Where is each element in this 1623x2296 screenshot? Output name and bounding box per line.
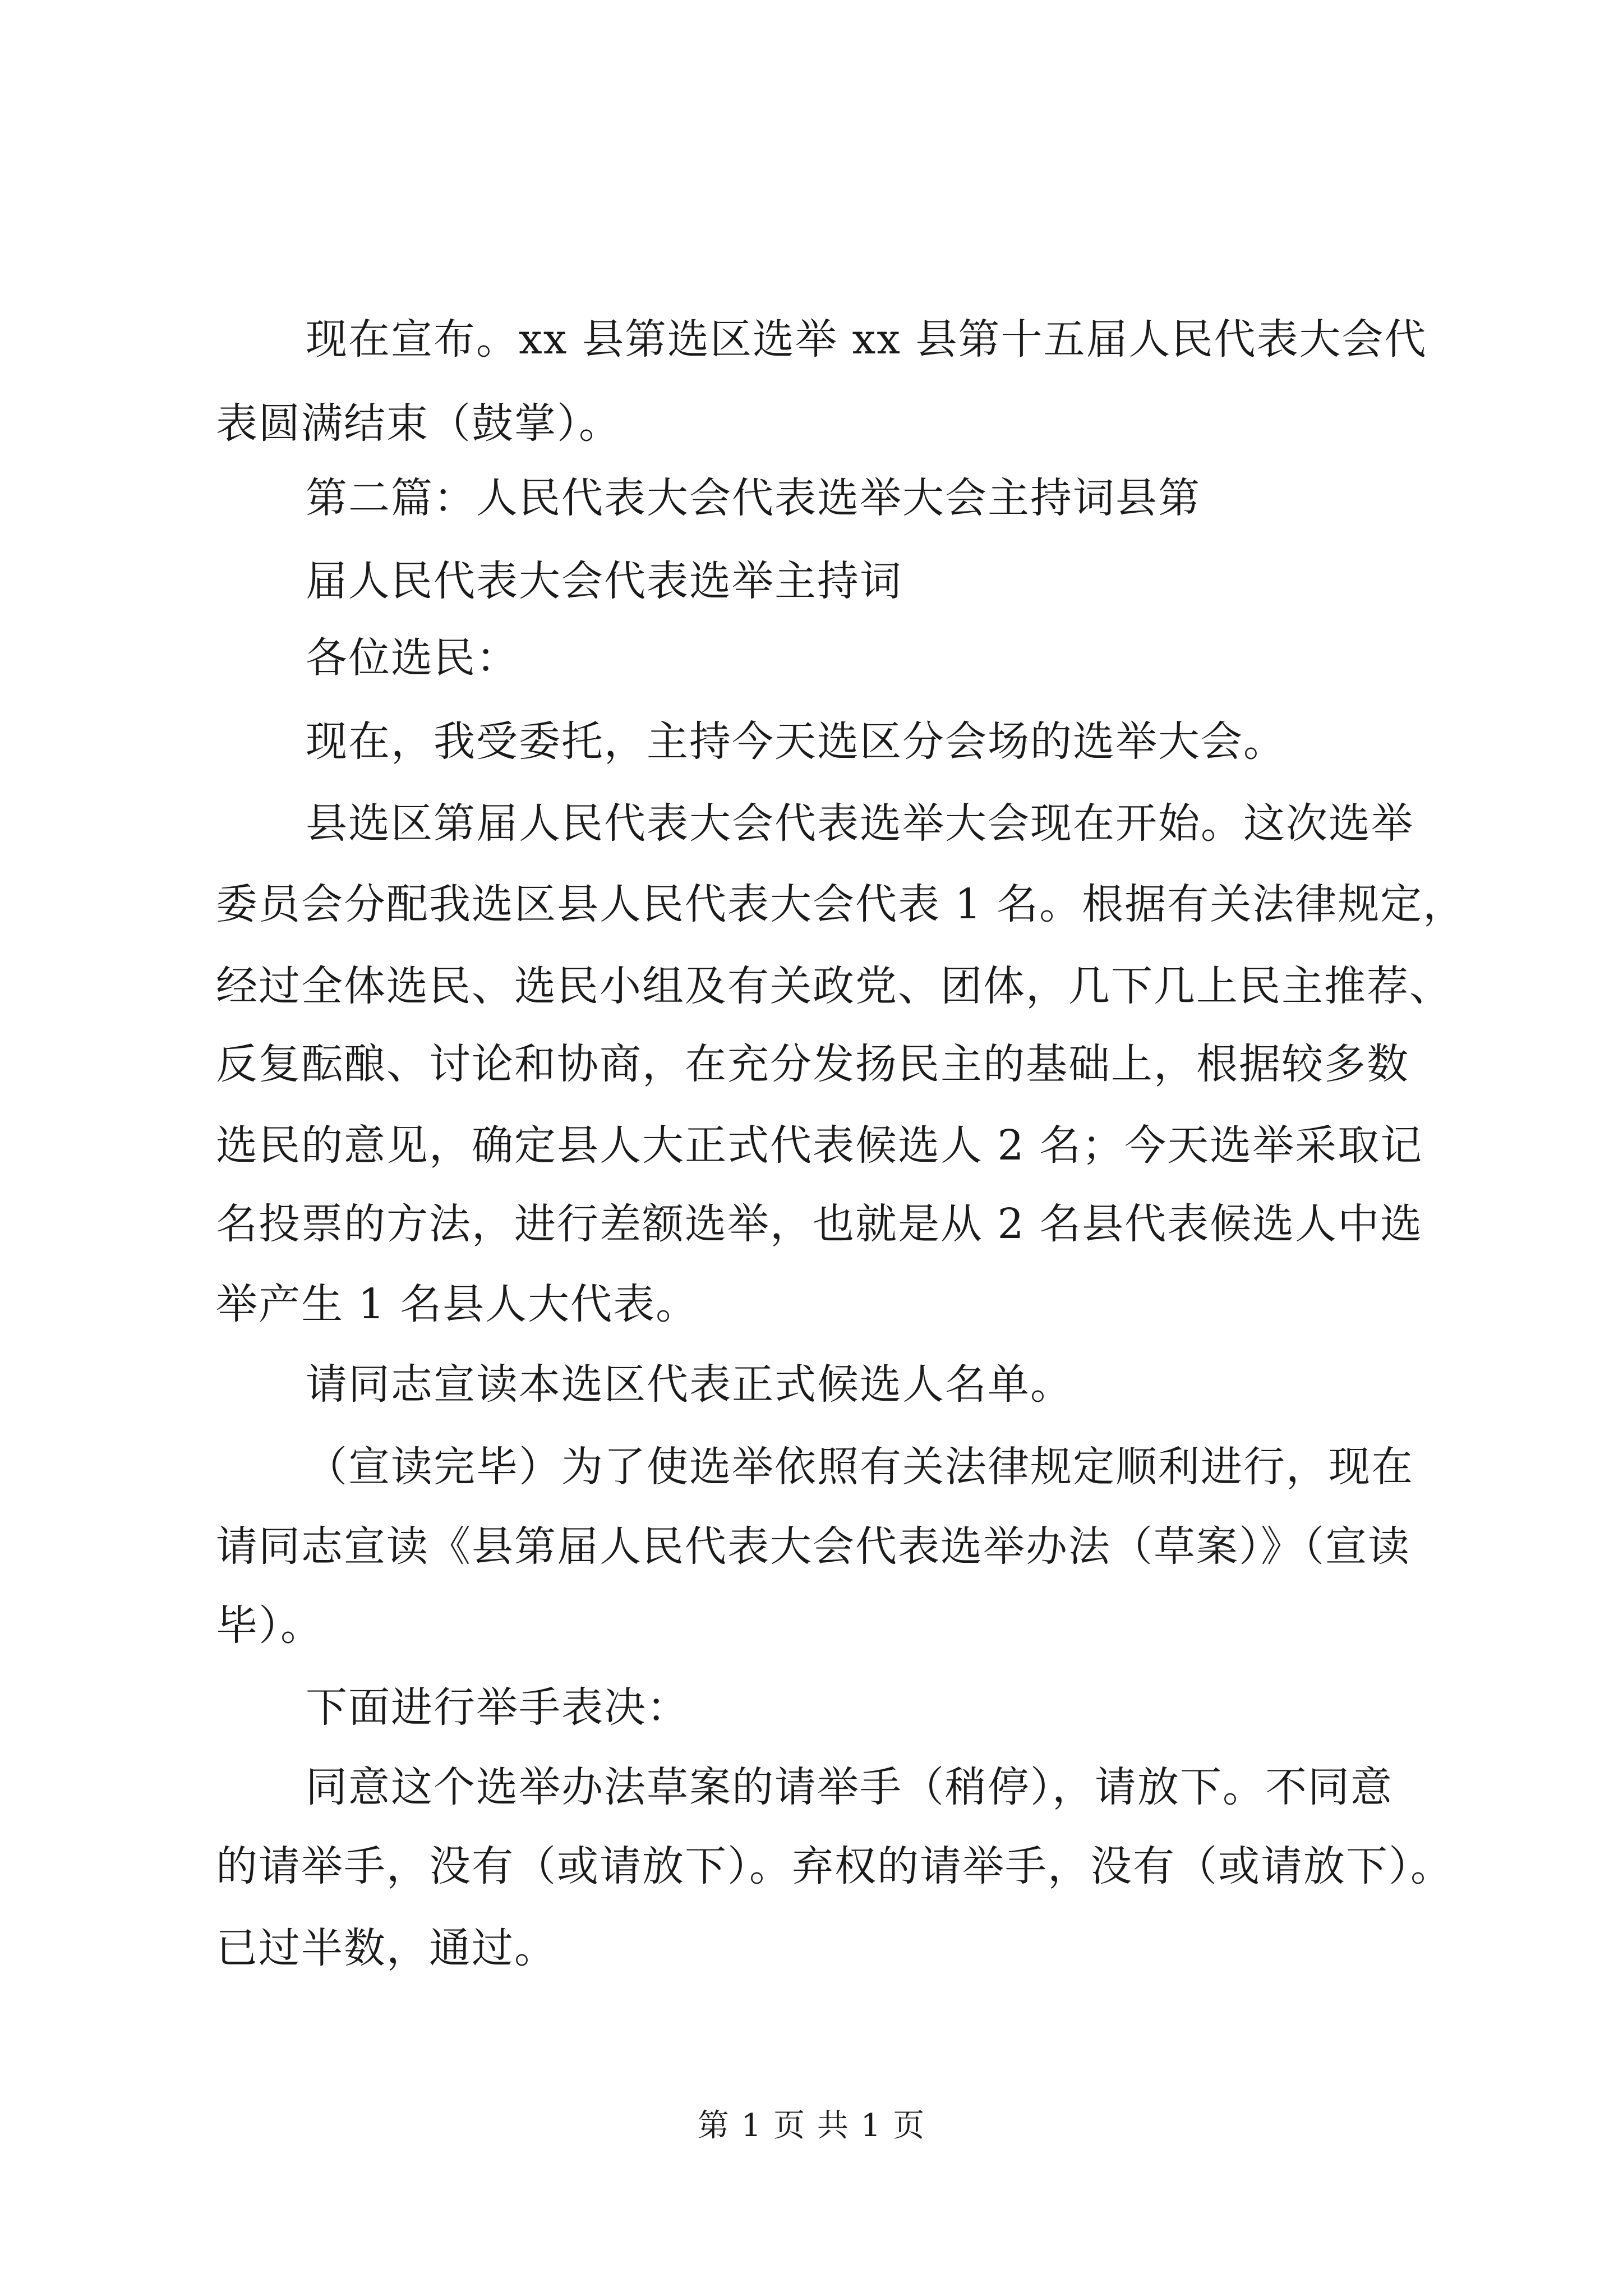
section-heading-line-1: 第二篇：人民代表大会代表选举大会主持词县第	[306, 474, 1201, 522]
text-line-16: 请同志宣读《县第届人民代表大会代表选举办法（草案）》（宣读	[216, 1522, 1410, 1571]
text-line-6: 现在，我受委托，主持今天选区分会场的选举大会。	[306, 717, 1286, 766]
text-line-1: 现在宣布。xx 县第选区选举 xx 县第十五届人民代表大会代	[306, 315, 1427, 364]
section-heading-line-2: 届人民代表大会代表选举主持词	[306, 557, 902, 605]
text-line-21: 已过半数，通过。	[216, 1924, 557, 1972]
text-line-2: 表圆满结束（鼓掌）。	[216, 399, 621, 448]
text-line-12: 名投票的方法，进行差额选举，也就是从 2 名县代表候选人中选	[216, 1200, 1423, 1248]
text-line-9: 经过全体选民、选民小组及有关政党、团体，几下几上民主推荐、	[216, 962, 1452, 1010]
salutation: 各位选民：	[306, 634, 519, 682]
text-line-11: 选民的意见，确定县人大正式代表候选人 2 名；今天选举采取记	[216, 1121, 1423, 1170]
text-line-8: 委员会分配我选区县人民代表大会代表 1 名。根据有关法律规定，	[216, 880, 1466, 928]
page-number-footer: 第 1 页 共 1 页	[697, 2108, 926, 2144]
text-line-19: 同意这个选举办法草案的请举手（稍停），请放下。不同意	[306, 1763, 1393, 1811]
text-line-18: 下面进行举手表决：	[306, 1683, 689, 1732]
text-line-17: 毕）。	[216, 1602, 323, 1650]
text-line-20: 的请举手，没有（或请放下）。弃权的请举手，没有（或请放下）。	[216, 1842, 1453, 1890]
text-line-14: 请同志宣读本选区代表正式候选人名单。	[306, 1360, 1073, 1409]
text-line-15: （宣读完毕）为了使选举依照有关法律规定顺利进行，现在	[306, 1443, 1414, 1491]
text-line-7: 县选区第届人民代表大会代表选举大会现在开始。这次选举	[306, 799, 1414, 848]
text-line-10: 反复酝酿、讨论和协商，在充分发扬民主的基础上，根据较多数	[216, 1040, 1409, 1088]
text-line-13: 举产生 1 名县人大代表。	[216, 1280, 699, 1328]
